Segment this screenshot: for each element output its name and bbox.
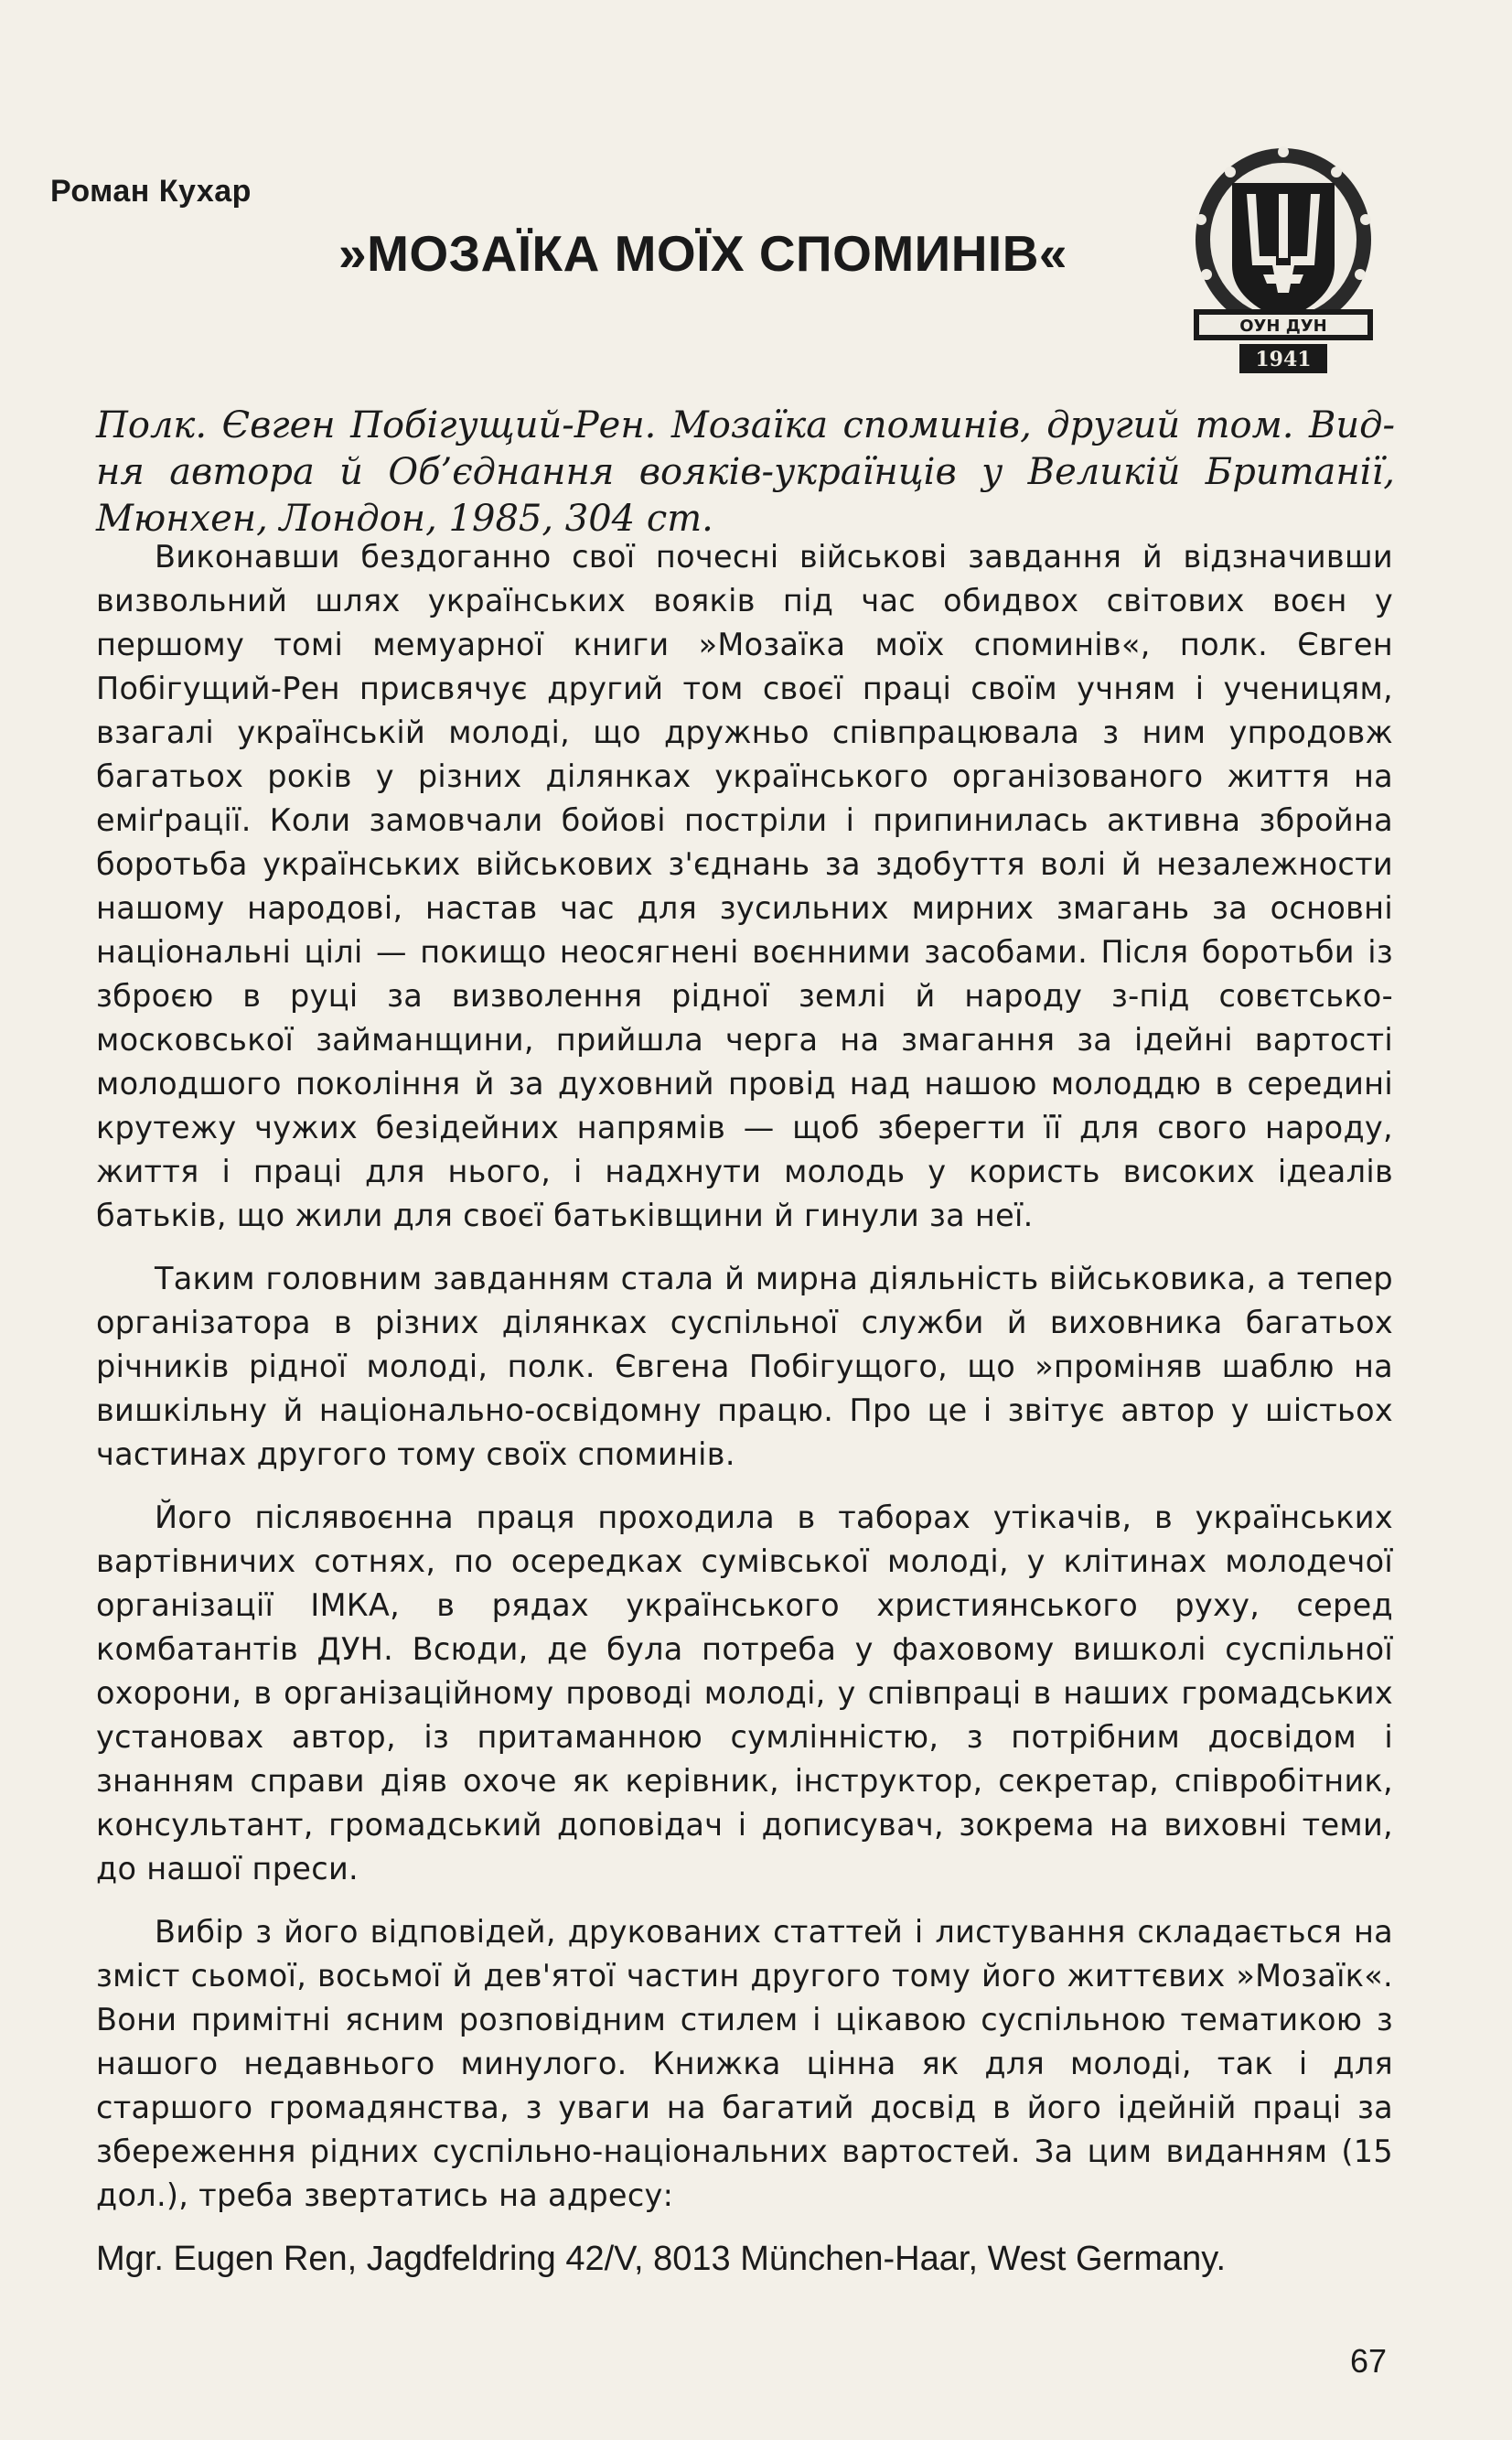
book-citation: Полк. Євген Побігущий-Рен. Мозаїка споминів, другий том. Вид-ня автора й Об’єднання вояків-українців у Великій Британії, Мюнхен, Лондон, 1985, 304 ст. [96, 404, 1395, 540]
author-name: Роман Кухар [50, 174, 252, 209]
paragraph-1: Виконавши бездоганно свої почесні військові завдання й відзначивши визвольний шлях українських вояків під час обидвох світових воєн у першому томі мемуарної книги »Мозаїка моїх споминів«, полк. Євген Побігущий-Рен присвячує другий том своєї праці своїм учням і ученицям, взагалі українській молоді, що дружньо співпрацювала з ним упродовж багатьох років у різних ділянках українського організованого життя на еміґрації. Коли замовчали бойові постріли і припинилась активна збройна боротьба українських військових з'єднань за здобуття волі й незалежности нашому народові, настав час для зусильних мирних змагань за основні національні цілі — покищо неосягнені воєнними засобами. Після боротьби із зброєю в руці за визволення рідної землі й народу з-під совєтсько-московської займанщини, прийшла черга на змагання за ідейні вартості молодшого покоління й за духовний провід над нашою молоддю в середині крутежу чужих безідейних напрямів — щоб зберегти її для свого народу, життя і праці для нього, і надхнути молодь у користь високих ідеалів батьків, що жили для своєї батьківщини й гинули за неї. [96, 539, 1393, 1233]
paragraph-3: Його післявоєнна праця проходила в таборах утікачів, в українських вартівничих сотнях, по осередках сумівської молоді, у клітинах молодечої організації ІМКА, в рядах українського християнського руху, серед комбатантів ДУН. Всюди, де була потреба у фаховому вишколі суспільної охорони, в організаційному проводі молоді, у співпраці в наших громадських установах автор, із притаманною сумлінністю, з потрібним досвідом і знанням справи діяв охоче як керівник, інструктор, секретар, співробітник, консультант, громадський доповідач і дописувач, зокрема на виховні теми, до нашої преси. [96, 1499, 1393, 1886]
contact-address: Mgr. Eugen Ren, Jagdfeldring 42/V, 8013 München-Haar, West Germany. [96, 2240, 1226, 2278]
article-body [96, 535, 1393, 2237]
emblem-year: 1941 [1255, 348, 1312, 371]
paragraph-4: Вибір з його відповідей, друкованих статтей і листування складається на зміст сьомої, восьмої й дев'ятої частин другого тому його життєвих »Мозаїк«. Вони примітні ясним розповідним стилем і цікавою суспільною тематикою з нашого недавнього минулого. Книжка цінна як для молоді, так і для старшого громадянства, з уваги на багатий досвід в його ідейній праці за збереження рідних суспільно-національних вартостей. За цим виданням (15 дол.), треба звертатись на адресу: [96, 1914, 1393, 2213]
emblem-label: ОУН ДУН [1239, 317, 1327, 336]
page-number: 67 [1350, 2342, 1388, 2380]
trident-badge-icon [1175, 137, 1390, 380]
oun-dun-emblem [1175, 137, 1390, 380]
article-title: »МОЗАЇКА МОЇХ СПОМИНІВ« [338, 225, 1068, 282]
paragraph-2: Таким головним завданням стала й мирна діяльність військовика, а тепер організатора в різних ділянках суспільної служби й виховника багатьох річників рідної молоді, полк. Євгена Побігущого, що »проміняв шаблю на вишкільну й національно-освідомну працю. Про це і звітує автор у шістьох частинах другого тому своїх споминів. [96, 1261, 1393, 1472]
